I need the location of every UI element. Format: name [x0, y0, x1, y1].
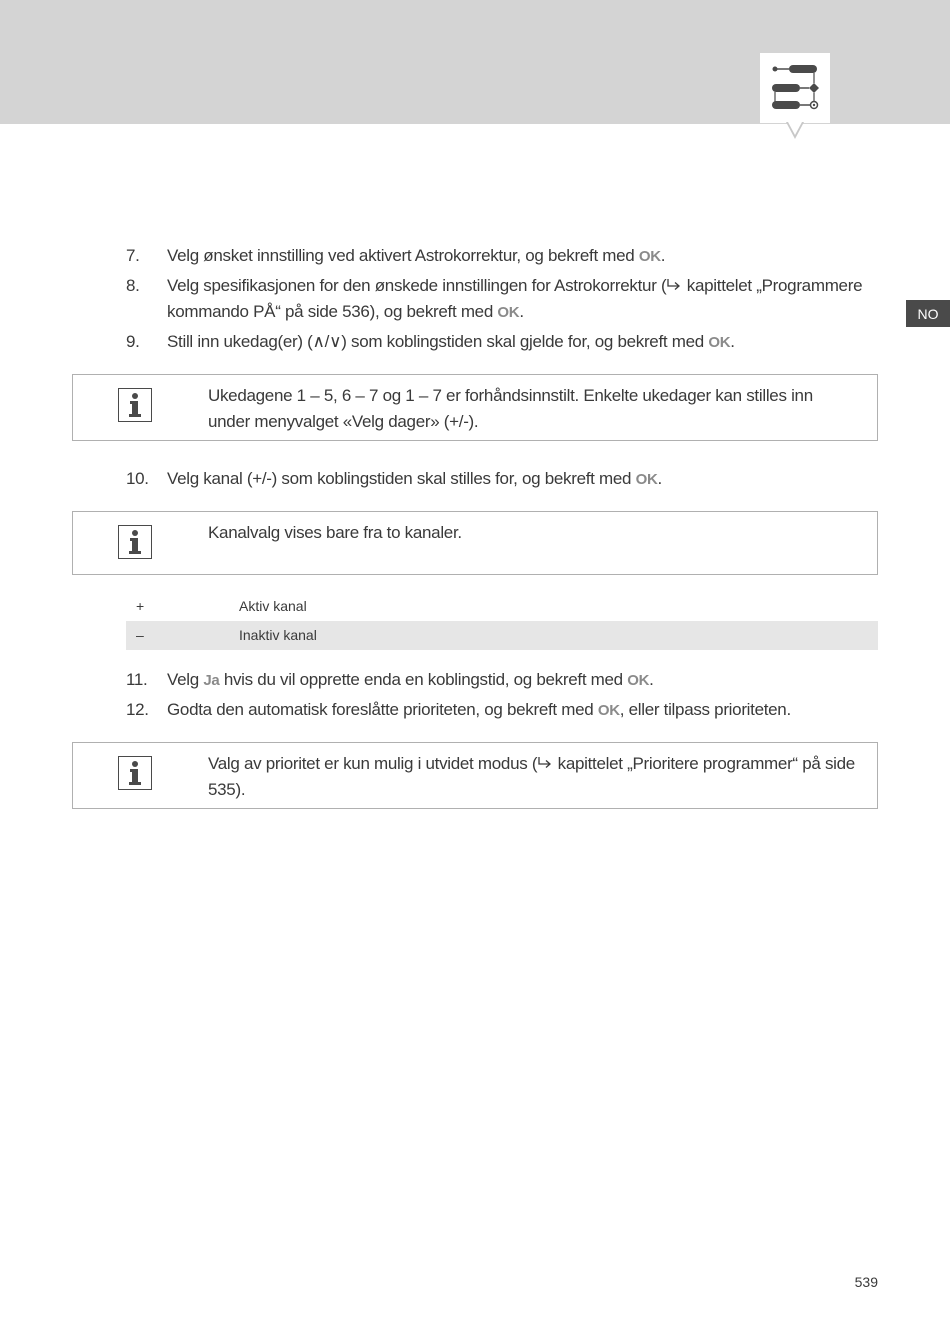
ok-key-label: OK: [635, 471, 658, 488]
note-text: [208, 751, 858, 803]
step-number: 12.: [126, 700, 149, 719]
ok-key-label: OK: [597, 702, 620, 719]
language-tab: NO: [906, 300, 950, 327]
page-number: 539: [854, 1274, 878, 1290]
step-text-part: .: [519, 302, 524, 321]
step-number: 9.: [126, 332, 140, 351]
step-number: 7.: [126, 246, 140, 265]
ja-key-label: Ja: [203, 672, 220, 689]
reference-arrow-icon: [537, 754, 553, 773]
channel-label: Aktiv kanal: [239, 598, 307, 614]
step-text: [167, 273, 867, 326]
note-text: Ukedagene 1 – 5, 6 – 7 og 1 – 7 er forhåndsinnstilt. Enkelte ukedager kan stilles inn under menyvalget «Velg dager» (+/-).: [208, 386, 813, 431]
chapter-icon-pointer-inner: [788, 122, 802, 135]
step-text-part: .: [649, 670, 654, 689]
step-text-part: hvis du vil opprette enda en koblingstid, og bekreft med: [219, 670, 628, 689]
note-text: Kanalvalg vises bare fra to kanaler.: [208, 523, 462, 542]
program-flow-icon: [760, 53, 830, 123]
step-text: [167, 667, 867, 694]
step-text-part: .: [730, 332, 735, 351]
step-text: [167, 697, 867, 724]
step-number: 8.: [126, 276, 140, 295]
step-text-part: .: [660, 246, 666, 265]
reference-arrow-icon: [666, 276, 682, 295]
step-text-part: Velg ønsket innstilling ved aktivert Astrokorrektur, og bekreft med: [167, 246, 639, 265]
ok-key-label: OK: [638, 248, 661, 265]
step-number: 10.: [126, 469, 149, 488]
step-text: [167, 243, 867, 270]
chapter-icon-box: [760, 53, 830, 123]
table-row: [126, 621, 878, 650]
info-note: [72, 511, 878, 575]
step-number: 11.: [126, 670, 148, 689]
info-icon: [118, 525, 152, 559]
info-icon: [118, 388, 152, 422]
info-note: [72, 374, 878, 441]
step-text-part: .: [657, 469, 662, 488]
note-text-part: Valg av prioritet er kun mulig i utvidet modus (: [208, 754, 538, 773]
step-text-part: Godta den automatisk foreslåtte prioriteten, og bekreft med: [167, 700, 598, 719]
step-text-part: , eller tilpass prioriteten.: [619, 700, 791, 719]
table-row: [126, 592, 878, 621]
ok-key-label: OK: [627, 672, 650, 689]
step-text-part: Still inn ukedag(er) (∧/∨) som koblingstiden skal gjelde for, og bekreft med: [167, 332, 709, 351]
channel-label: Inaktiv kanal: [239, 627, 317, 643]
channel-symbol: –: [136, 627, 144, 643]
ok-key-label: OK: [497, 304, 520, 321]
channel-symbol: +: [136, 598, 145, 614]
step-text-part: Velg: [167, 670, 204, 689]
info-icon: [118, 756, 152, 790]
note-text-part: kapittelet „Prioritere programmer“ på side 535).: [208, 754, 855, 799]
step-text-part: kapittelet „Programmere kommando PÅ“ på side 536), og bekreft med: [167, 276, 863, 321]
ok-key-label: OK: [708, 334, 731, 351]
step-text-part: Velg spesifikasjonen for den ønskede innstillingen for Astrokorrektur (: [167, 276, 667, 295]
step-text: [167, 466, 867, 493]
step-text-part: Velg kanal (+/-) som koblingstiden skal stilles for, og bekreft med: [167, 469, 636, 488]
info-note: [72, 742, 878, 809]
step-text: [167, 329, 867, 356]
